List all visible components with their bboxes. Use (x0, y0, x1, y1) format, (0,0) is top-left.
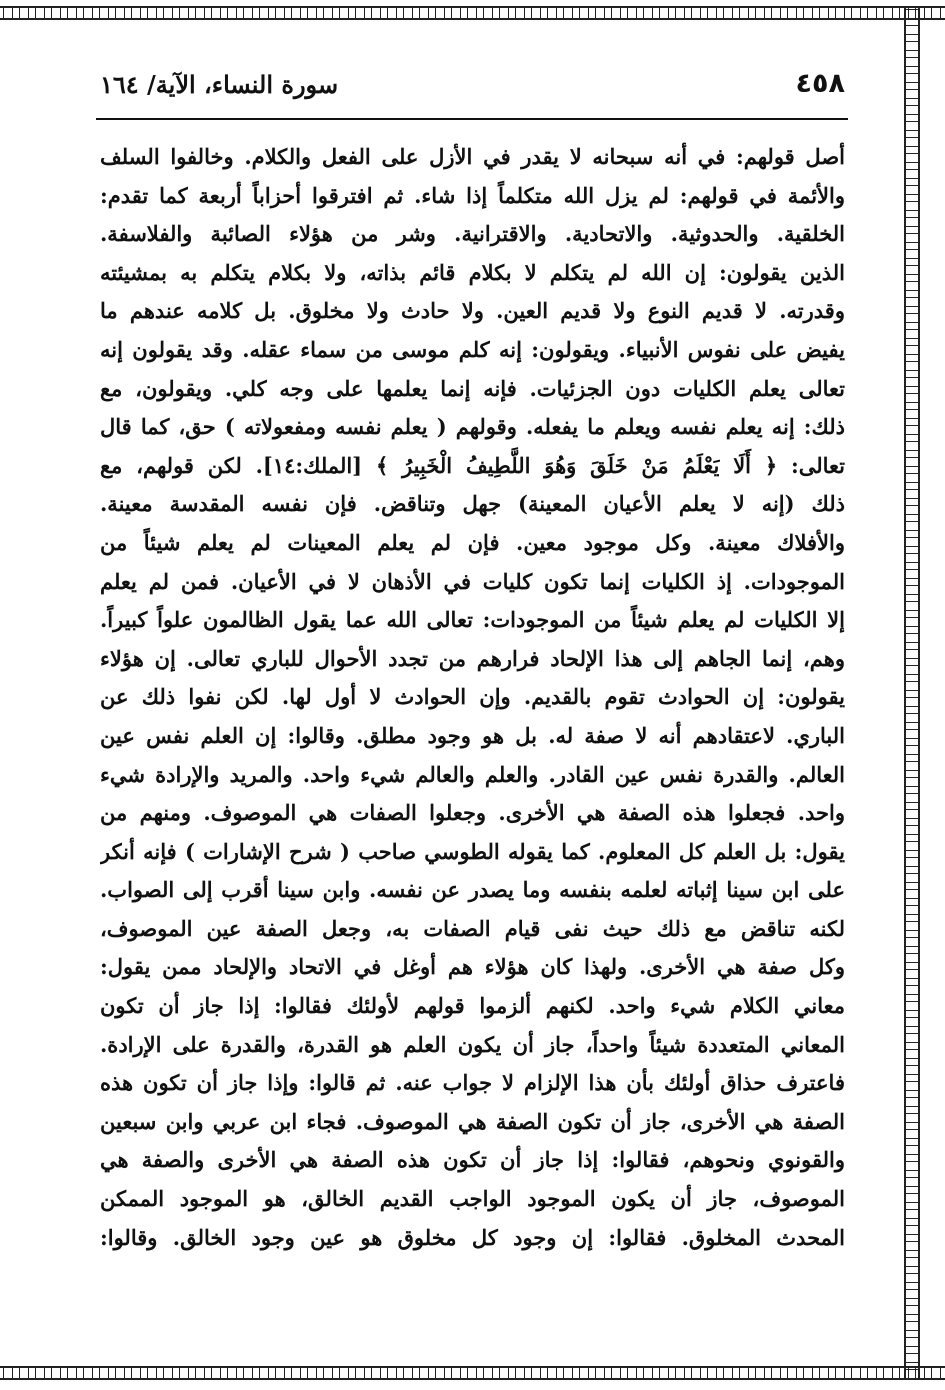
text-line: الصفة هي الأخرى، جاز أن تكون الصفة هي الموصوف. فجاء ابن عربي وابن سبعين (100, 1108, 845, 1134)
text-line: يفيض على نفوس الأنبياء. ويقولون: إنه كلم موسى من سماء عقله. وقد يقولون إنه (100, 336, 845, 362)
text-line: أصل قولهم: في أنه سبحانه لا يقدر في الأزل على الفعل والكلام. وخالفوا السلف (100, 144, 845, 169)
text-line: العالم. والقدرة نفس عين القادر. والعلم والعالم شيء واحد. والمريد والإرادة شيء (100, 761, 845, 787)
text-line: لكنه تناقض مع ذلك حيث نفى قيام الصفات به، وجعل الصفة عين الموصوف، (100, 915, 845, 941)
text-line: معاني الكلام شيء واحد. لكنهم ألزموا قولهم لأولئك فقالوا: إذا جاز أن تكون (100, 993, 845, 1019)
decorative-border-right (904, 6, 920, 1380)
text-line: الباري. لاعتقادهم أنه لا صفة له. بل هو وجود مطلق. وقالوا: إن العلم نفس عين (100, 722, 845, 748)
text-line: ذلك (إنه لا يعلم الأعيان المعينة) جهل وتناقض. فإن نفسه المقدسة معينة. (100, 491, 845, 517)
text-line: الخلقية. والحدوثية. والاتحادية. والاقترانية. وشر من هؤلاء الصائبة والفلاسفة. (100, 221, 845, 247)
text-line: تعالى: ﴿ أَلَا يَعْلَمُ مَنْ خَلَقَ وَهُوَ اللَّطِيفُ الْخَبِيرُ ﴾ [الملك:١٤]. لكن قولهم، مع (100, 452, 845, 478)
text-line: والأئمة في قولهم: لم يزل الله متكلماً إذا شاء. ثم افترقوا أحزاباً أربعة كما تقدم: (100, 182, 845, 208)
page-number: ٤٥٨ (795, 68, 845, 99)
body-text (100, 138, 845, 1257)
text-line: الذين يقولون: إن الله لم يتكلم لا بكلام قائم بذاته، ولا بكلام يتكلم به بمشيئته (100, 259, 845, 285)
text-line: إلا الكليات لم يعلم شيئاً من الموجودات: تعالى الله عما يقول الظالمون علواً كبيراً. (100, 607, 845, 633)
text-line: والقونوي ونحوهم، فقالوا: إذا جاز أن تكون هذه الصفة هي الأخرى والصفة هي (100, 1147, 845, 1173)
text-line: يقولون: إن الحوادث تقوم بالقديم. وإن الحوادث لا أول لها. لكن نفوا ذلك عن (100, 684, 845, 710)
text-line: واحد. فجعلوا هذه الصفة هي الأخرى. وجعلوا الصفات هي الموصوف. ومنهم من (100, 800, 845, 826)
page-header (100, 68, 845, 108)
header-rule (96, 118, 848, 120)
text-line: فاعترف حذاق أولئك بأن هذا الإلزام لا جواب عنه. ثم قالوا: وإذا جاز أن تكون هذه (100, 1070, 845, 1096)
text-line: المعاني المتعددة شيئاً واحداً، جاز أن يكون العلم هو القدرة، والقدرة على الإرادة. (100, 1031, 845, 1057)
text-line: على ابن سينا إثباته لعلمه بنفسه وما يصدر عن نفسه. وابن سينا أقرب إلى الصواب. (100, 877, 845, 903)
text-line: والأفلاك معينة. وكل موجود معين. فإن لم يعلم المعينات لم يعلم شيئاً من (100, 529, 845, 555)
text-line: يقول: بل العلم كل المعلوم. كما يقوله الطوسي صاحب ( شرح الإشارات ) فإنه أنكر (100, 838, 845, 864)
running-title: سورة النساء، الآية/ ١٦٤ (100, 70, 339, 99)
text-line: المحدث المخلوق. فقالوا: إن وجود كل مخلوق هو عين وجود الخالق. وقالوا: (100, 1224, 845, 1250)
decorative-border-top (0, 6, 945, 20)
text-line: ذلك: إنه يعلم نفسه ويعلم ما يفعله. وقولهم ( يعلم نفسه ومفعولاته ) حق، كما قال (100, 414, 845, 440)
text-line: تعالى يعلم الكليات دون الجزئيات. فإنه إنما يعلمها على وجه كلي. ويقولون، مع (100, 375, 845, 401)
text-line: وكل صفة هي الأخرى. ولهذا كان هؤلاء هم أوغل في الاتحاد والإلحاد ممن يقول: (100, 954, 845, 980)
text-line: الموجودات. إذ الكليات إنما تكون كليات في الأذهان لا في الأعيان. فمن لم يعلم (100, 568, 845, 594)
text-line: الموصوف، جاز أن يكون الموجود الواجب القديم الخالق، هو الموجود الممكن (100, 1186, 845, 1212)
text-line: وقدرته. لا قديم النوع ولا قديم العين. ولا حادث ولا مخلوق. بل كلامه عندهم ما (100, 298, 845, 324)
text-line: وهم، إنما الجاهم إلى هذا الإلحاد فرارهم من تجدد الأحوال للباري تعالى. إن هؤلاء (100, 645, 845, 671)
decorative-border-bottom (0, 1366, 945, 1380)
